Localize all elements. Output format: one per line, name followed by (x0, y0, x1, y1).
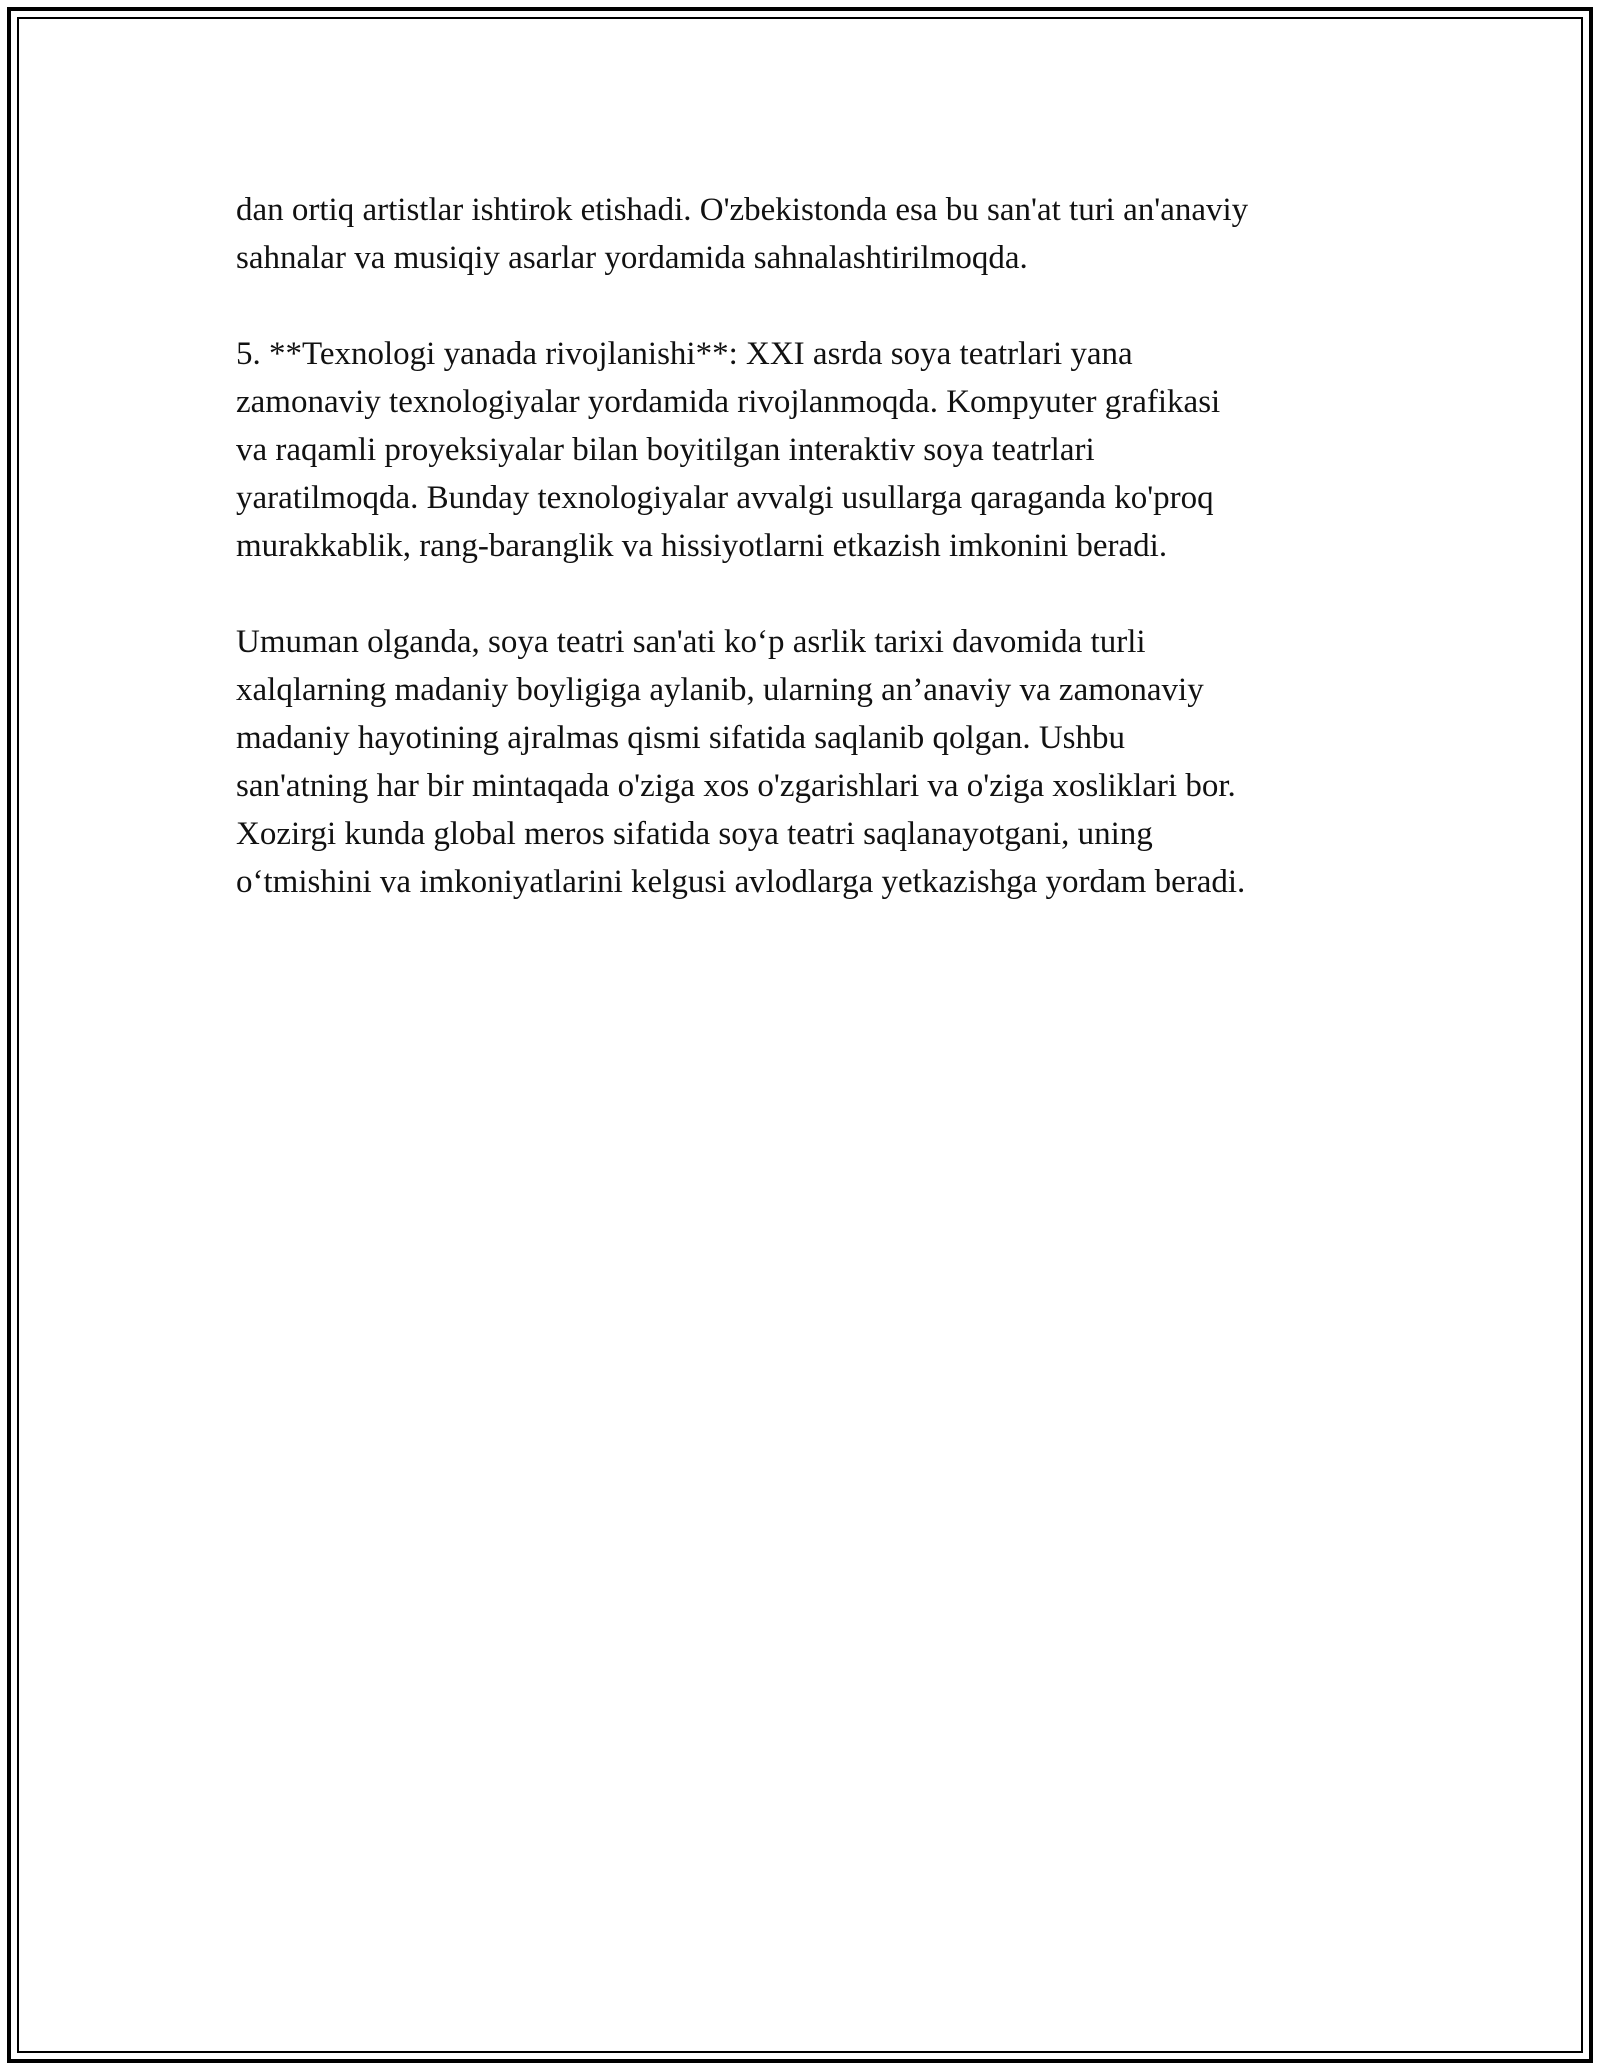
paragraph-conclusion (236, 618, 1376, 906)
text-line: va raqamli proyeksiyalar bilan boyitilgan interaktiv soya teatrlari (236, 432, 1095, 468)
paragraph-technology (236, 330, 1376, 570)
text-line: san'atning har bir mintaqada o'ziga xos o'zgarishlari va o'ziga xosliklari bor. (236, 768, 1236, 804)
document-body (236, 186, 1376, 954)
paragraph-continuation (236, 186, 1376, 282)
text-line: Xozirgi kunda global meros sifatida soya teatri saqlanayotgani, uning (236, 816, 1153, 852)
text-line: 5. **Texnologi yanada rivojlanishi**: XXI asrda soya teatrlari yana (236, 336, 1133, 372)
text-line: yaratilmoqda. Bunday texnologiyalar avvalgi usullarga qaraganda ko'proq (236, 480, 1214, 516)
text-line: Umuman olganda, soya teatri san'ati ko‘p asrlik tarixi davomida turli (236, 624, 1146, 660)
text-line: madaniy hayotining ajralmas qismi sifatida saqlanib qolgan. Ushbu (236, 720, 1126, 756)
text-line: xalqlarning madaniy boyligiga aylanib, ularning an’anaviy va zamonaviy (236, 672, 1204, 708)
text-line: dan ortiq artistlar ishtirok etishadi. O'zbekistonda esa bu san'at turi an'anaviy (236, 192, 1249, 228)
text-line: zamonaviy texnologiyalar yordamida rivojlanmoqda. Kompyuter grafikasi (236, 384, 1221, 420)
text-line: o‘tmishini va imkoniyatlarini kelgusi avlodlarga yetkazishga yordam beradi. (236, 864, 1246, 900)
text-line: murakkablik, rang-baranglik va hissiyotlarni etkazish imkonini beradi. (236, 528, 1168, 564)
text-line: sahnalar va musiqiy asarlar yordamida sahnalashtirilmoqda. (236, 240, 1028, 276)
